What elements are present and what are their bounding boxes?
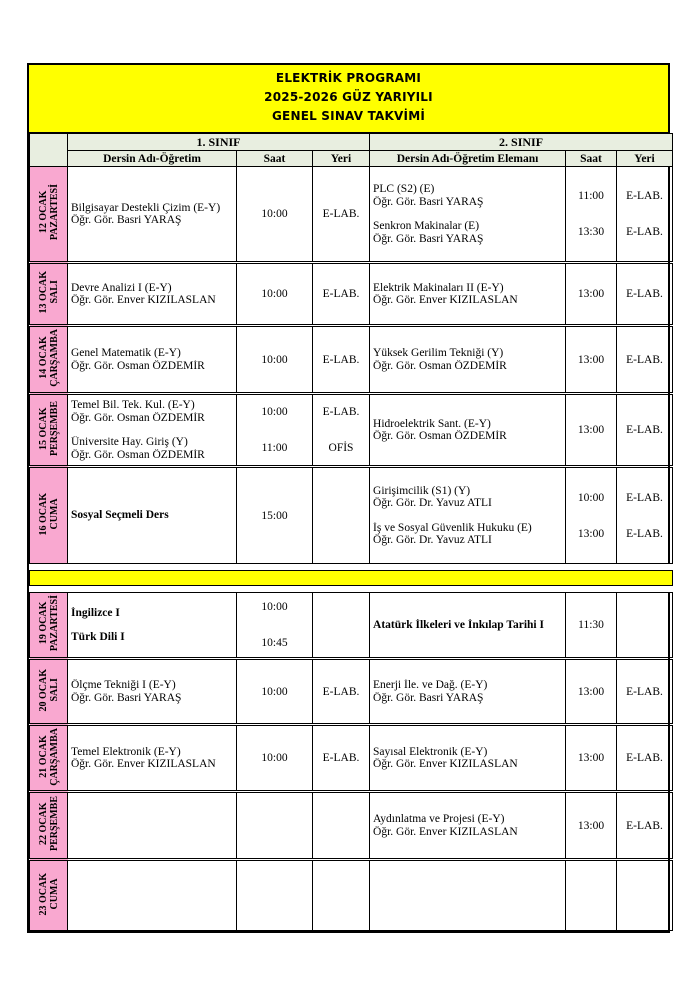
day-label: 12 OCAK PAZARTESİ: [37, 184, 60, 241]
day-cell: [30, 167, 68, 263]
title-block: [29, 65, 668, 133]
entry-gap: [237, 418, 312, 442]
entry-gap: [617, 504, 672, 528]
place-cell-sinif1: [313, 167, 370, 263]
schedule-row: [30, 593, 673, 659]
place-cell-sinif2: [617, 326, 673, 394]
exam-place: E-LAB.: [626, 288, 663, 300]
place-cell-sinif1: [313, 394, 370, 467]
schedule-row: [30, 326, 673, 394]
course-name: Girişimcilik (S1) (Y): [373, 484, 471, 497]
day-label: 22 OCAK PERŞEMBE: [37, 796, 60, 852]
instructor-name: Öğr. Gör. Enver KIZILASLAN: [373, 758, 518, 770]
day-label: 23 OCAK CUMA: [37, 872, 60, 916]
exam-place: E-LAB.: [626, 353, 663, 366]
instructor-name: Öğr. Gör. Basri YARAŞ: [373, 691, 484, 704]
exam-time: 13:00: [577, 685, 605, 698]
exam-time: 11:00: [261, 442, 288, 454]
calendar-title: GENEL SINAV TAKVİMİ: [272, 109, 425, 123]
exam-time: 13:00: [577, 819, 605, 832]
exam-time: 10:00: [261, 752, 288, 764]
day-label: 21 OCAK ÇARŞAMBA: [37, 727, 60, 786]
exam-time: 11:30: [578, 619, 604, 631]
col-header-course-1: Dersin Adı-Öğretim: [68, 151, 237, 167]
exam-place: E-LAB.: [322, 208, 360, 220]
schedule-row: [30, 659, 673, 725]
exam-place: E-LAB.: [322, 685, 360, 698]
course-name: İngilizce I: [71, 606, 120, 619]
entry-gap: [373, 208, 565, 220]
schedule-row: [30, 394, 673, 467]
instructor-name: Öğr. Gör. Basri YARAŞ: [373, 232, 484, 245]
time-cell-sinif2: [566, 792, 617, 860]
col-header-place-2: Yeri: [617, 151, 673, 167]
entry-gap: [313, 613, 369, 637]
section-spacer: [30, 564, 673, 571]
exam-place: E-LAB.: [322, 288, 360, 300]
schedule-row: [30, 167, 673, 263]
group-header-sinif2: 2. SINIF: [370, 134, 673, 151]
exam-time: 15:00: [261, 509, 288, 522]
schedule-row: [30, 725, 673, 792]
schedule-table: [29, 133, 673, 931]
entry-gap: [566, 202, 616, 226]
place-cell-sinif2: [617, 860, 673, 931]
day-cell: [30, 467, 68, 564]
day-cell: [30, 860, 68, 931]
schedule-row: [30, 860, 673, 931]
time-cell-sinif1: [237, 725, 313, 792]
course-cell-sinif1: [68, 394, 237, 467]
instructor-name: Öğr. Gör. Osman ÖZDEMİR: [71, 411, 205, 424]
col-header-course-2: Dersin Adı-Öğretim Elemanı: [370, 151, 566, 167]
exam-time: 10:00: [261, 685, 288, 698]
exam-place: E-LAB.: [626, 527, 663, 540]
entry-gap: [71, 424, 236, 436]
course-name: Temel Bil. Tek. Kul. (E-Y): [71, 399, 195, 411]
instructor-name: Öğr. Gör. Basri YARAŞ: [71, 214, 182, 226]
course-cell-sinif1: [68, 593, 237, 659]
section-spacer: [30, 586, 673, 593]
time-cell-sinif1: [237, 860, 313, 931]
entry-gap: [237, 613, 312, 637]
instructor-name: Öğr. Gör. Enver KIZILASLAN: [71, 758, 216, 770]
entry-gap: [313, 418, 369, 442]
day-cell: [30, 725, 68, 792]
exam-time: 13:00: [577, 752, 605, 764]
time-cell-sinif1: [237, 659, 313, 725]
course-name: Sosyal Seçmeli Ders: [71, 509, 169, 522]
exam-time: 10:00: [261, 288, 288, 300]
course-cell-sinif1: [68, 326, 237, 394]
day-header-blank: [30, 134, 68, 167]
course-cell-sinif2: [370, 792, 566, 860]
exam-time: 10:00: [261, 208, 288, 220]
instructor-name: Öğr. Gör. Osman ÖZDEMİR: [373, 359, 507, 372]
exam-time: 10:00: [261, 601, 288, 613]
course-cell-sinif2: [370, 263, 566, 326]
course-name: Yüksek Gerilim Tekniği (Y): [373, 347, 504, 359]
day-label: 13 OCAK SALI: [37, 271, 60, 314]
course-name: Aydınlatma ve Projesi (E-Y): [373, 813, 505, 825]
instructor-name: Öğr. Gör. Osman ÖZDEMİR: [71, 448, 205, 461]
course-name: PLC (S2) (E): [373, 183, 435, 195]
instructor-name: Öğr. Gör. Osman ÖZDEMİR: [373, 430, 507, 442]
exam-place: E-LAB.: [322, 752, 360, 764]
exam-time: 10:00: [261, 353, 288, 366]
place-cell-sinif1: [313, 593, 370, 659]
course-cell-sinif2: [370, 659, 566, 725]
place-cell-sinif1: [313, 725, 370, 792]
course-name: Üniversite Hay. Giriş (Y): [71, 436, 188, 448]
course-name: Türk Dili I: [71, 631, 125, 643]
place-cell-sinif1: [313, 263, 370, 326]
exam-place: E-LAB.: [626, 685, 663, 698]
time-cell-sinif2: [566, 659, 617, 725]
col-header-place-1: Yeri: [313, 151, 370, 167]
time-cell-sinif2: [566, 326, 617, 394]
course-cell-sinif2: [370, 326, 566, 394]
place-cell-sinif2: [617, 263, 673, 326]
exam-time: 13:00: [577, 527, 605, 540]
instructor-name: Öğr. Gör. Basri YARAŞ: [71, 691, 182, 704]
entry-gap: [373, 510, 565, 522]
day-label: 16 OCAK CUMA: [37, 492, 60, 536]
time-cell-sinif2: [566, 593, 617, 659]
course-cell-sinif2: [370, 725, 566, 792]
entry-gap: [617, 202, 672, 226]
col-header-time-1: Saat: [237, 151, 313, 167]
instructor-name: Öğr. Gör. Enver KIZILASLAN: [373, 825, 518, 838]
course-cell-sinif1: [68, 860, 237, 931]
day-cell: [30, 659, 68, 725]
exam-place: E-LAB.: [626, 190, 663, 202]
time-cell-sinif1: [237, 593, 313, 659]
time-cell-sinif2: [566, 860, 617, 931]
course-name: Sayısal Elektronik (E-Y): [373, 745, 488, 758]
place-cell-sinif1: [313, 326, 370, 394]
schedule-body: [30, 167, 673, 931]
col-header-time-2: Saat: [566, 151, 617, 167]
place-cell-sinif2: [617, 394, 673, 467]
instructor-name: Öğr. Gör. Basri YARAŞ: [373, 195, 484, 208]
spacer-cell: [30, 564, 673, 571]
day-cell: [30, 593, 68, 659]
course-name: Senkron Makinalar (E): [373, 220, 480, 232]
place-cell-sinif1: [313, 659, 370, 725]
time-cell-sinif1: [237, 792, 313, 860]
course-cell-sinif1: [68, 792, 237, 860]
exam-time: 10:00: [261, 406, 288, 418]
exam-schedule-sheet: [27, 63, 670, 933]
course-name: Atatürk İlkeleri ve İnkılap Tarihi I: [373, 618, 544, 631]
exam-time: 13:00: [577, 424, 605, 436]
exam-time: 13:00: [577, 353, 605, 366]
exam-place: E-LAB.: [626, 424, 663, 436]
exam-place: E-LAB.: [626, 752, 663, 764]
exam-place: E-LAB.: [626, 491, 663, 504]
time-cell-sinif1: [237, 263, 313, 326]
day-cell: [30, 394, 68, 467]
time-cell-sinif1: [237, 167, 313, 263]
exam-place: E-LAB.: [322, 353, 360, 366]
day-cell: [30, 263, 68, 326]
schedule-row: [30, 467, 673, 564]
day-cell: [30, 326, 68, 394]
place-cell-sinif1: [313, 860, 370, 931]
course-cell-sinif2: [370, 467, 566, 564]
instructor-name: Öğr. Gör. Enver KIZILASLAN: [71, 294, 216, 306]
course-name: Devre Analizi I (E-Y): [71, 281, 172, 294]
instructor-name: Öğr. Gör. Dr. Yavuz ATLI: [373, 534, 492, 546]
course-cell-sinif1: [68, 167, 237, 263]
place-cell-sinif1: [313, 792, 370, 860]
program-title: ELEKTRİK PROGRAMI: [275, 71, 422, 85]
course-cell-sinif1: [68, 725, 237, 792]
time-cell-sinif2: [566, 263, 617, 326]
schedule-row: [30, 792, 673, 860]
instructor-name: Öğr. Gör. Osman ÖZDEMİR: [71, 359, 205, 372]
place-cell-sinif2: [617, 792, 673, 860]
course-name: Ölçme Tekniği I (E-Y): [71, 679, 176, 691]
course-name: Elektrik Makinaları II (E-Y): [373, 281, 504, 294]
course-cell-sinif2: [370, 593, 566, 659]
place-cell-sinif2: [617, 659, 673, 725]
course-name: Temel Elektronik (E-Y): [71, 745, 181, 758]
exam-place: E-LAB.: [322, 406, 360, 418]
day-label: 20 OCAK SALI: [37, 668, 60, 712]
exam-place: OFİS: [328, 442, 354, 454]
semester-title: 2025-2026 GÜZ YARIYILI: [264, 90, 433, 104]
place-cell-sinif2: [617, 593, 673, 659]
course-cell-sinif2: [370, 394, 566, 467]
course-name: Hidroelektrik Sant. (E-Y): [373, 417, 491, 430]
week-separator-cell: [30, 571, 673, 586]
time-cell-sinif1: [237, 467, 313, 564]
time-cell-sinif2: [566, 725, 617, 792]
course-cell-sinif2: [370, 860, 566, 931]
course-name: Enerji İle. ve Dağ. (E-Y): [373, 679, 488, 691]
day-label: 15 OCAK PERŞEMBE: [37, 400, 60, 456]
course-cell-sinif1: [68, 659, 237, 725]
entry-gap: [71, 619, 236, 631]
exam-time: 10:00: [577, 491, 605, 504]
course-cell-sinif1: [68, 263, 237, 326]
exam-time: 13:30: [577, 226, 605, 238]
course-cell-sinif2: [370, 167, 566, 263]
time-cell-sinif2: [566, 467, 617, 564]
schedule-row: [30, 263, 673, 326]
exam-place: E-LAB.: [626, 226, 663, 238]
week-separator: [30, 571, 673, 586]
course-name: Bilgisayar Destekli Çizim (E-Y): [71, 201, 221, 214]
place-cell-sinif2: [617, 725, 673, 792]
exam-time: 10:45: [261, 637, 288, 649]
instructor-name: Öğr. Gör. Enver KIZILASLAN: [373, 294, 518, 306]
exam-time: 13:00: [577, 288, 605, 300]
exam-place: E-LAB.: [626, 819, 663, 832]
course-cell-sinif1: [68, 467, 237, 564]
time-cell-sinif2: [566, 167, 617, 263]
exam-time: 11:00: [578, 190, 604, 202]
day-label: 19 OCAK PAZARTESİ: [37, 595, 60, 652]
spacer-cell: [30, 586, 673, 593]
place-cell-sinif2: [617, 467, 673, 564]
group-header-sinif1: 1. SINIF: [68, 134, 370, 151]
entry-gap: [566, 504, 616, 528]
course-name: İş ve Sosyal Güvenlik Hukuku (E): [373, 521, 532, 534]
time-cell-sinif1: [237, 394, 313, 467]
place-cell-sinif2: [617, 167, 673, 263]
place-cell-sinif1: [313, 467, 370, 564]
time-cell-sinif1: [237, 326, 313, 394]
instructor-name: Öğr. Gör. Dr. Yavuz ATLI: [373, 497, 492, 509]
day-label: 14 OCAK ÇARŞAMBA: [37, 329, 60, 387]
day-cell: [30, 792, 68, 860]
course-name: Genel Matematik (E-Y): [71, 347, 181, 359]
time-cell-sinif2: [566, 394, 617, 467]
